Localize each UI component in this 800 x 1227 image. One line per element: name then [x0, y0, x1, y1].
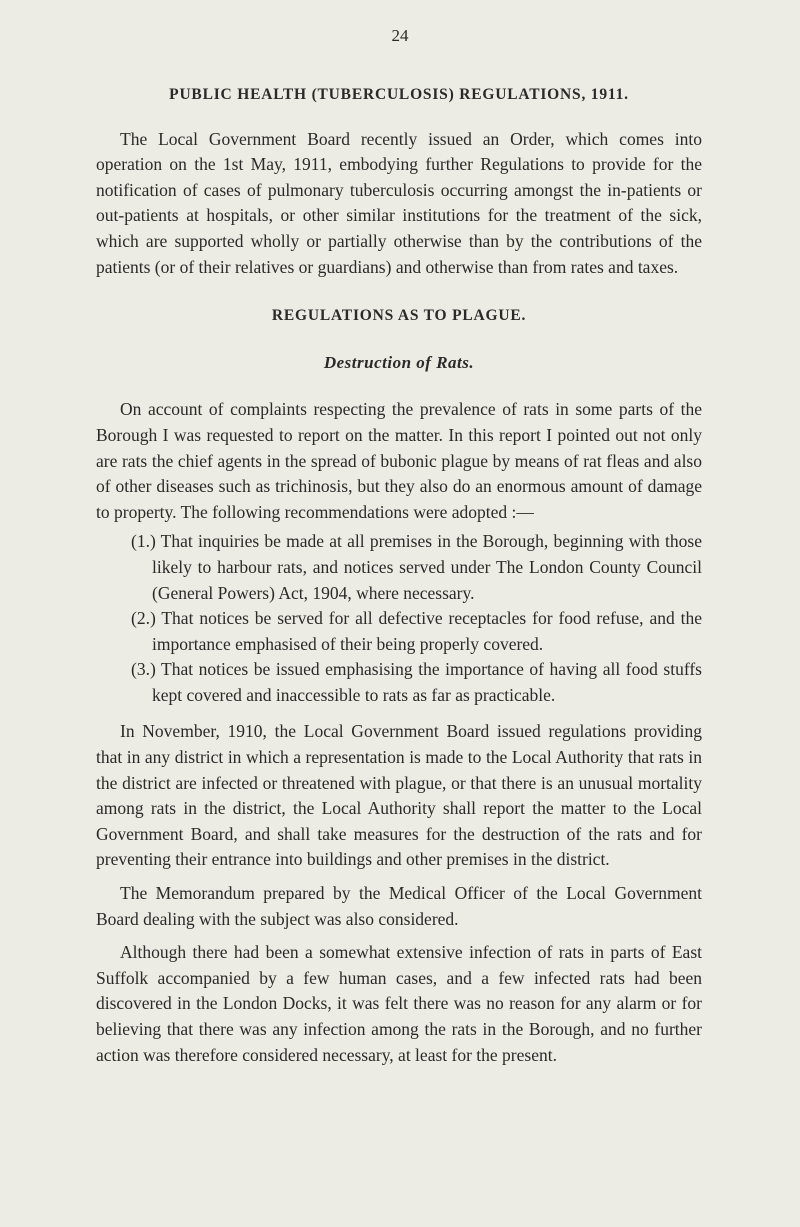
tuberculosis-regulations-heading: PUBLIC HEALTH (TUBERCULOSIS) REGULATIONS, 1911.: [169, 86, 629, 103]
destruction-of-rats-subheading: Destruction of Rats.: [323, 352, 475, 372]
list-item: (1.) That inquiries be made at all premises in the Borough, beginning with those likely to harbour rats, and notices served under The London County Council (General Powers) Act, 1904, where necessary.: [131, 531, 702, 603]
page-body: [96, 82, 702, 1068]
tuberculosis-paragraph: The Local Government Board recently issued an Order, which comes into operation on the 1st May, 1911, embodying further Regulations to provide for the notification of cases of pulmonary tuberculosis occurring amongst the in-patients or out-patients at hospitals, or other similar institutions for the treatment of the sick, which are supported wholly or partially otherwise than by the contributions of the patients (or of their relatives or guardians) and otherwise than from rates and taxes.: [96, 128, 702, 277]
plague-intro-paragraph: On account of complaints respecting the prevalence of rats in some parts of the Borough I was requested to report on the matter. In this report I pointed out not only are rats the chief agents in the spread of bubonic plague by means of rat fleas and also of other diseases such as trichinosis, but they also do an enormous amount of damage to property. The following recommendations were adopted :—: [96, 399, 702, 522]
suffolk-infection-paragraph: Although there had been a somewhat extensive infection of rats in parts of East Suffolk accompanied by a few human cases, and a few infected rats had been discovered in the London Docks, it was felt there was no reason for any alarm or for believing that there was any infection among the rats in the Borough, and no further action was therefore considered necessary, at least for the present.: [96, 942, 702, 1065]
list-item: (2.) That notices be served for all defective receptacles for food refuse, and the importance emphasised of their being properly covered.: [131, 608, 702, 654]
memorandum-paragraph: The Memorandum prepared by the Medical Officer of the Local Government Board dealing with the subject was also considered.: [96, 883, 702, 929]
plague-regulations-heading: REGULATIONS AS TO PLAGUE.: [271, 307, 527, 325]
list-item: (3.) That notices be issued emphasising the importance of having all food stuffs kept covered and inaccessible to rats as far as practicable.: [131, 659, 702, 705]
november-regulations-paragraph: In November, 1910, the Local Government Board issued regulations providing that in any district in which a representation is made to the Local Authority that rats in the district are infected or threatened with plague, or that there is an unusual mortality among rats in the district, the Local Authority shall report the matter to the Local Government Board, and shall take measures for the destruction of the rats and for preventing their entrance into buildings and other premises in the district.: [96, 721, 702, 870]
recommendations-list: [131, 529, 702, 708]
page-number: 24: [391, 26, 409, 45]
